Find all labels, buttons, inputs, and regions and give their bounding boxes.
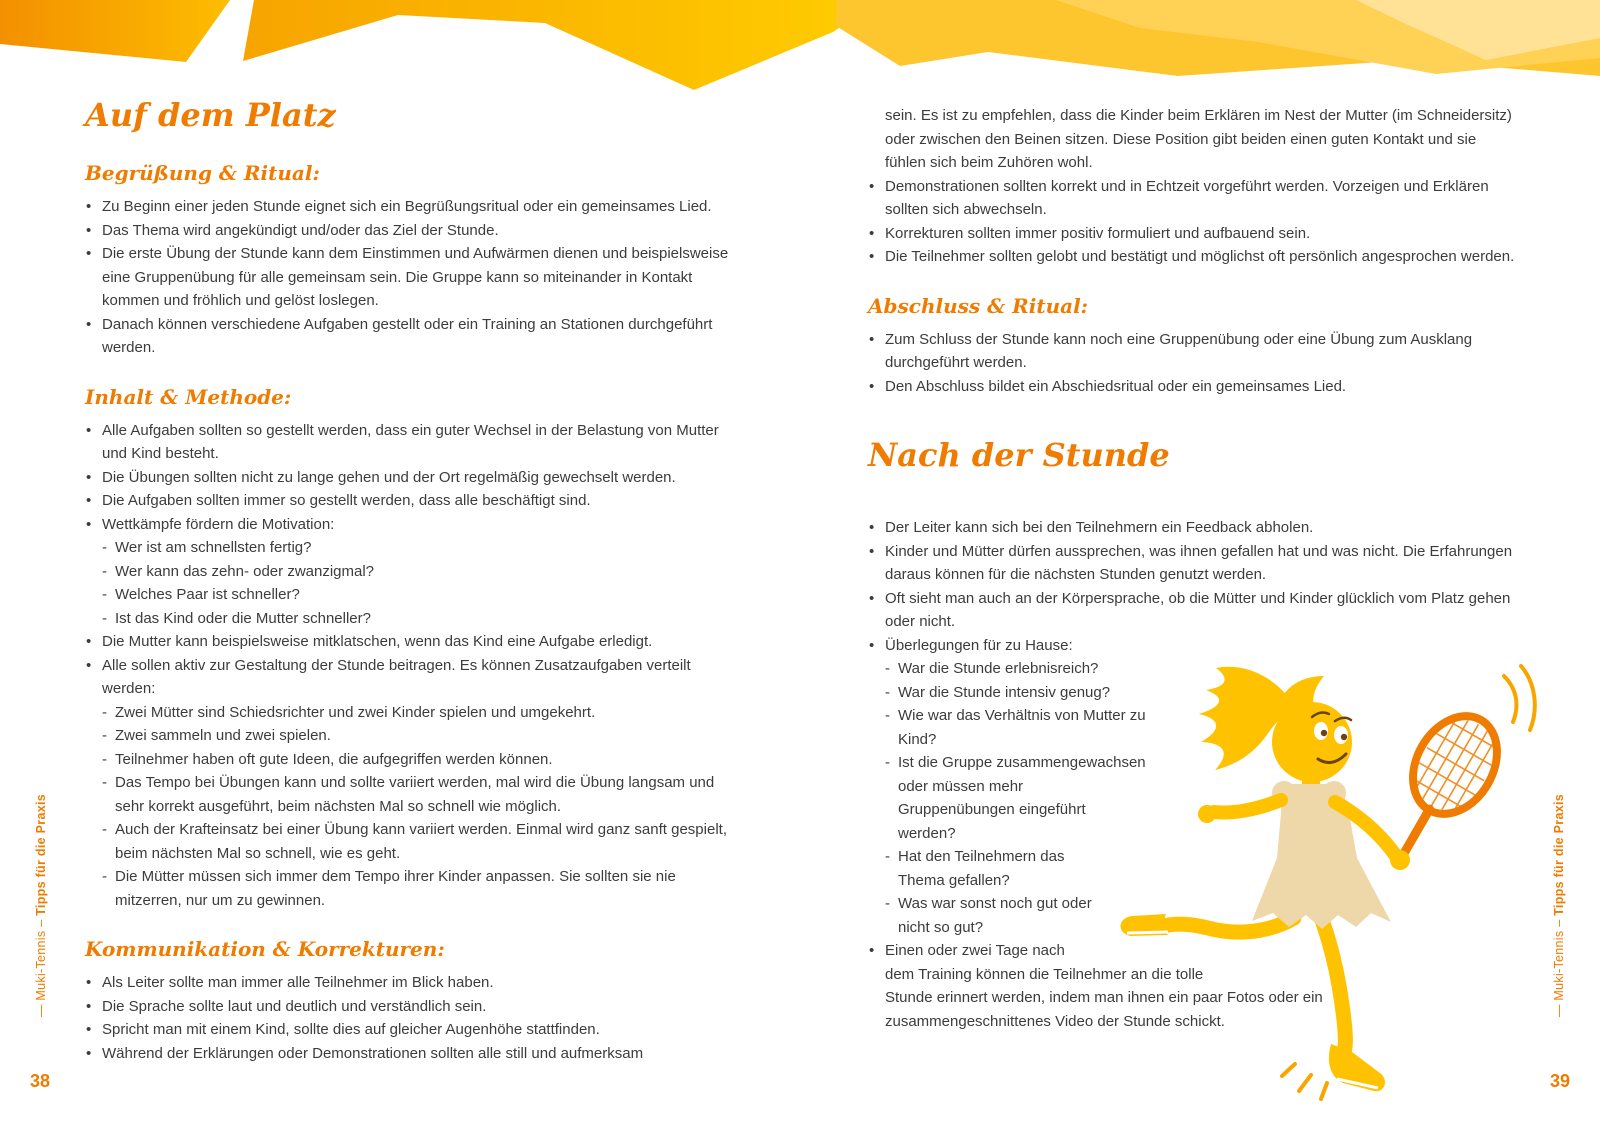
bullet-item: • Die Sprache sollte laut und deutlich und verständlich sein. [85,995,733,1019]
bullet-list-kommunikation-rest [868,175,1520,269]
left-page-column [85,96,733,1065]
bullet-item: • Überlegungen für zu Hause: - War die Stunde erlebnisreich? - War die Stunde intensiv genug? - Wie war das Verhältnis von Mutter zu Kind? - Ist die Gruppe zusammengewachsen oder müssen mehr Gruppenübungen eingeführt werden? - Hat den Teilnehmern das Thema gefallen? - Was war sonst noch gut oder nicht so gut? [868,634,1520,940]
section-inhalt-methode [85,384,733,913]
bullet-list-abschluss [868,328,1520,399]
section-heading-begruessung: Begrüßung & Ritual: [85,161,320,185]
bullet-item: • Den Abschluss bildet ein Abschiedsritual oder ein gemeinsames Lied. [868,375,1520,399]
bullet-item: • Als Leiter sollte man immer alle Teilnehmer im Blick haben. [85,971,733,995]
spine-series-bold: Tipps für die Praxis [34,793,48,916]
wave-segment-main [243,0,880,90]
bullet-item: • Die Mutter kann beispielsweise mitklatschen, wenn das Kind eine Aufgabe erledigt. [85,630,733,654]
bullet-item: • Kinder und Mütter dürfen aussprechen, was ihnen gefallen hat und was nicht. Die Erfahrungen daraus können für die nächsten Stunden genutzt werden. [868,540,1520,587]
section-heading-abschluss: Abschluss & Ritual: [868,293,1089,318]
page-title-auf-dem-platz: Auf dem Platz [85,96,336,134]
spine-series-label-right [1552,794,1566,1017]
spine-series-regular: Muki-Tennis – [34,915,48,1005]
sub-bullet-item: - Welches Paar ist schneller? [102,583,733,607]
page-number-right: 39 [1549,1070,1570,1091]
bullet-item: • Die erste Übung der Stunde kann dem Einstimmen und Aufwärmen dienen und beispielsweise eine Gruppenübung für alle gemeinsam sein. Die Gruppe kann so miteinander in Kontakt kommen und fröhlich und gelöst loslegen. [85,242,733,313]
bullet-item: • Zu Beginn einer jeden Stunde eignet sich ein Begrüßungsritual oder ein gemeinsames Lied. [85,195,733,219]
bullet-item: • Das Thema wird angekündigt und/oder das Ziel der Stunde. [85,219,733,243]
sub-bullet-item: - Das Tempo bei Übungen kann und sollte variiert werden, mal wird die Übung langsam und sehr korrekt ausgeführt, beim nächsten Mal so schnell wie möglich. [102,771,733,818]
sub-bullet-list [102,536,733,630]
bullet-list-nach-wrap [868,634,1520,1034]
right-page-column [868,104,1520,1084]
bullet-item: • Einen oder zwei Tage nach dem Training können die Teilnehmer an die tolle Stunde erinnert werden, indem man ihnen ein paar Fotos oder ein zusammengeschnittenes Video der Stunde schickt. [868,939,1520,1033]
section-begruessung-ritual [85,160,733,360]
continuation-paragraph: sein. Es ist zu empfehlen, dass die Kinder beim Erklären im Nest der Mutter (im Schneidersitz) oder zwischen den Beinen sitzen. Diese Position gibt beiden einen guten Kontakt und sie fühlen sich beim Zuhören wohl. [885,107,1512,171]
bullet-item: • Danach können verschiedene Aufgaben gestellt oder ein Training an Stationen durchgeführt werden. [85,313,733,360]
sub-bullet-item: - War die Stunde intensiv genug? [885,681,1520,705]
sub-bullet-item: - Hat den Teilnehmern das Thema gefallen? [885,845,1520,892]
bullet-list-kommunikation [85,971,733,1065]
bullet-item: • Die Teilnehmer sollten gelobt und bestätigt und möglichst oft persönlich angesprochen werden. [868,245,1520,269]
section-abschluss-ritual [868,293,1520,399]
sub-bullet-item: - Wer kann das zehn- oder zwanzigmal? [102,560,733,584]
spine-dash: — [1552,1004,1566,1017]
bullet-item: • Demonstrationen sollten korrekt und in Echtzeit vorgeführt werden. Vorzeigen und Erklären sollten sich abwechseln. [868,175,1520,222]
sub-bullet-item: - Zwei sammeln und zwei spielen. [102,724,733,748]
bullet-list-nach-top [868,516,1520,634]
spine-series-label-left [34,794,48,1017]
bullet-item: • Spricht man mit einem Kind, sollte dies auf gleicher Augenhöhe stattfinden. [85,1018,733,1042]
page-title-nach-der-stunde: Nach der Stunde [868,436,1170,474]
wave-segment-left [0,0,230,62]
bullet-item: • Korrekturen sollten immer positiv formuliert und aufbauend sein. [868,222,1520,246]
section-kommunikation-korrekturen [85,936,733,1065]
bullet-item: • Die Übungen sollten nicht zu lange gehen und der Ort regelmäßig gewechselt werden. [85,466,733,490]
bullet-item: • Die Aufgaben sollten immer so gestellt werden, dass alle beschäftigt sind. [85,489,733,513]
sub-bullet-item: - Wer ist am schnellsten fertig? [102,536,733,560]
sub-bullet-item: - Ist die Gruppe zusammengewachsen oder müssen mehr Gruppenübungen eingeführt werden? [885,751,1520,845]
section-heading-inhalt: Inhalt & Methode: [85,384,292,409]
bullet-list-inhalt [85,419,733,913]
sub-bullet-item: - Teilnehmer haben oft gute Ideen, die aufgegriffen werden können. [102,748,733,772]
sub-bullet-item: - Auch der Krafteinsatz bei einer Übung kann variiert werden. Einmal wird ganz sanft gespielt, beim nächsten Mal so schnell, wie es geht. [102,818,733,865]
bullet-item: • Zum Schluss der Stunde kann noch eine Gruppenübung oder eine Übung zum Ausklang durchgeführt werden. [868,328,1520,375]
section-heading-kommunikation: Kommunikation & Korrekturen: [85,937,445,961]
header-wave-decoration [0,0,1600,96]
bullet-item: • Wettkämpfe fördern die Motivation: - Wer ist am schnellsten fertig? - Wer kann das zehn- oder zwanzigmal? - Welches Paar ist schneller? - Ist das Kind oder die Mutter schneller? [85,513,733,631]
bullet-list-begruessung [85,195,733,360]
sub-bullet-list [885,657,1520,939]
sub-bullet-item: - War die Stunde erlebnisreich? [885,657,1520,681]
bullet-item: • Der Leiter kann sich bei den Teilnehmern ein Feedback abholen. [868,516,1520,540]
sub-bullet-item: - Die Mütter müssen sich immer dem Tempo ihrer Kinder anpassen. Sie sollten sie nie mitzerren, nur um zu gewinnen. [102,865,733,912]
bullet-item: • Alle Aufgaben sollten so gestellt werden, dass ein guter Wechsel in der Belastung von Mutter und Kind besteht. [85,419,733,466]
sub-bullet-list [102,701,733,913]
spine-dash: — [34,1004,48,1017]
page-number-left: 38 [30,1070,51,1091]
sub-bullet-item: - Wie war das Verhältnis von Mutter zu Kind? [885,704,1520,751]
bullet-item: • Während der Erklärungen oder Demonstrationen sollten alle still und aufmerksam [85,1042,733,1066]
sub-bullet-item: - Was war sonst noch gut oder nicht so gut? [885,892,1520,939]
sub-bullet-item: - Zwei Mütter sind Schiedsrichter und zwei Kinder spielen und umgekehrt. [102,701,733,725]
bullet-item: • Alle sollen aktiv zur Gestaltung der Stunde beitragen. Es können Zusatzaufgaben verteilt werden: - Zwei Mütter sind Schiedsrichter und zwei Kinder spielen und umgekehrt. - Zwei sammeln und zwei spielen. - Teilnehmer haben oft gute Ideen, die aufgegriffen werden können. - Das Tempo bei Übungen kann und sollte variiert werden, mal wird die Übung langsam und sehr korrekt ausgeführt, beim nächsten Mal so schnell wie möglich. - Auch der Krafteinsatz bei einer Übung kann variiert werden. Einmal wird ganz sanft gespielt, beim nächsten Mal so schnell, wie es geht. - Die Mütter müssen sich immer dem Tempo ihrer Kinder anpassen. Sie sollten sie nie mitzerren, nur um zu gewinnen. [85,654,733,913]
sub-bullet-item: - Ist das Kind oder die Mutter schneller? [102,607,733,631]
spine-series-regular: Muki-Tennis – [1552,915,1566,1005]
spine-series-bold: Tipps für die Praxis [1552,793,1566,916]
bullet-item: • Oft sieht man auch an der Körpersprache, ob die Mütter und Kinder glücklich vom Platz gehen oder nicht. [868,587,1520,634]
